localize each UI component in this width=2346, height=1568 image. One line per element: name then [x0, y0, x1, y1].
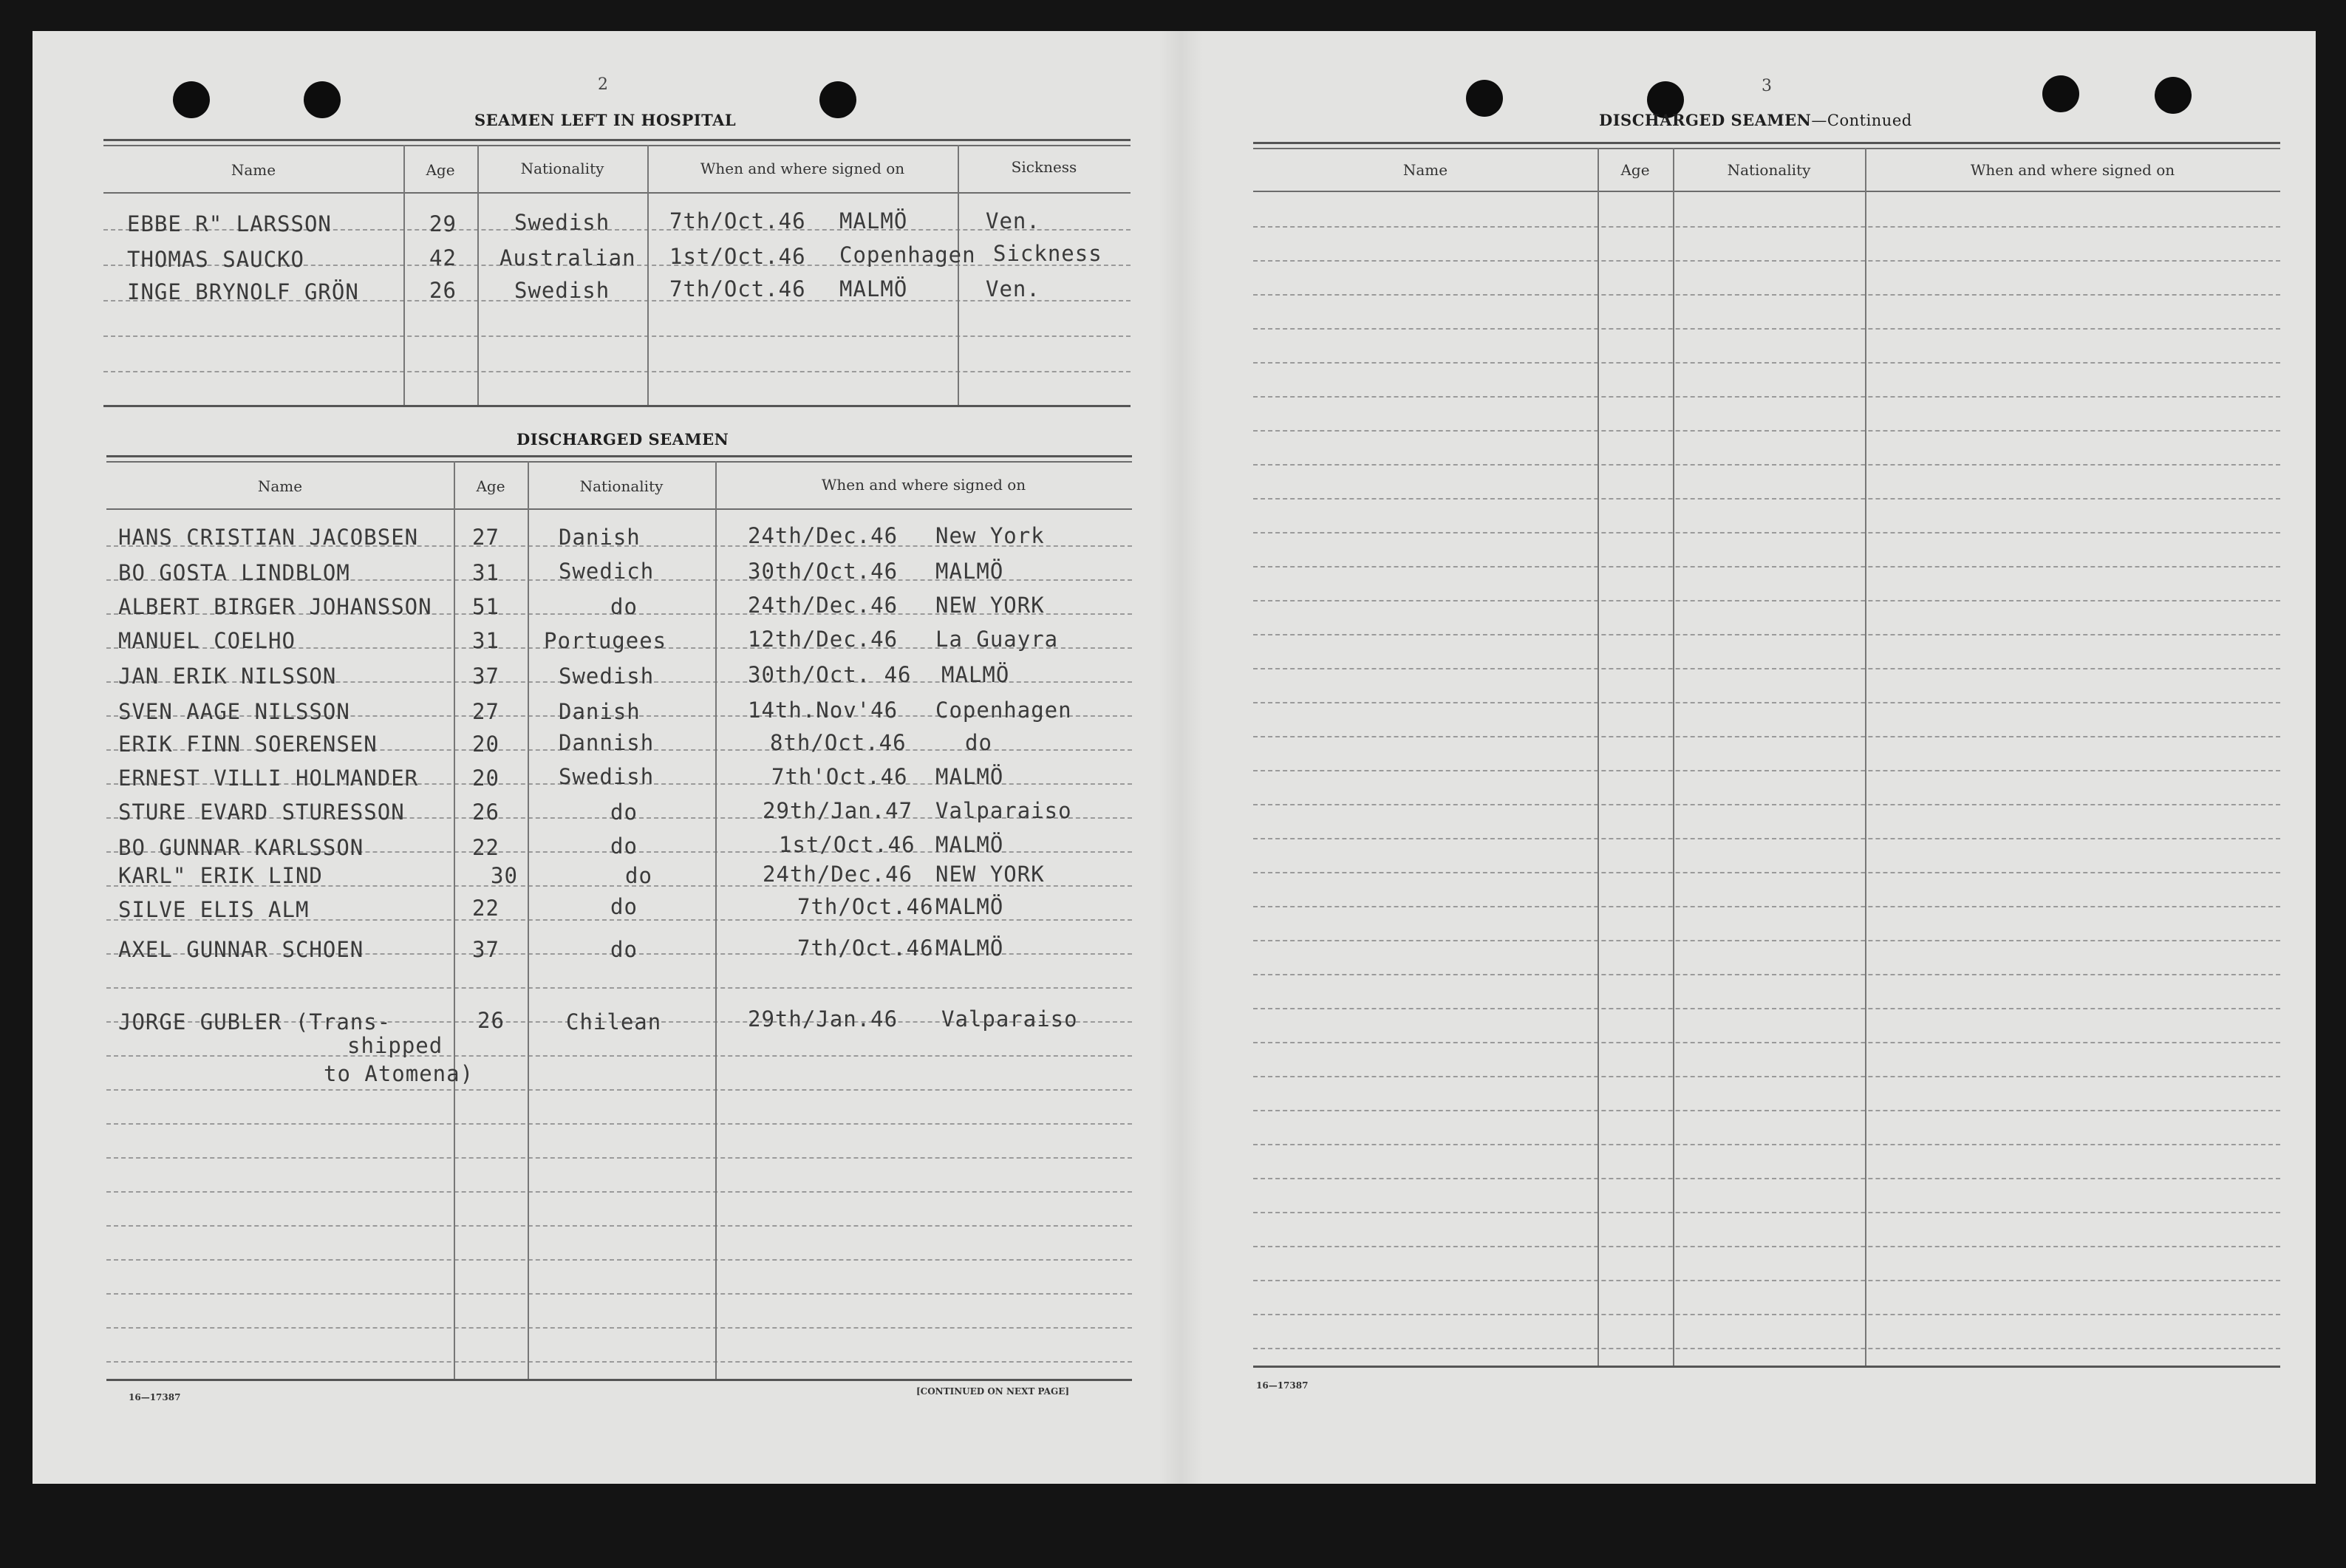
discharged-row-place: La Guayra: [935, 627, 1059, 652]
ruled-line: [106, 1327, 1132, 1329]
ruled-line: [1253, 838, 2280, 839]
discharged-row-date: 30th/Oct. 46: [748, 662, 912, 687]
ruled-line: [1253, 1110, 2280, 1111]
hospital-row-sickness: Sickness: [993, 241, 1102, 266]
ruled-line: [1253, 668, 2280, 669]
ruled-line: [1253, 1076, 2280, 1077]
continued-on-next-page: [CONTINUED ON NEXT PAGE]: [916, 1386, 1070, 1397]
discharged-row-age: 51: [472, 594, 499, 619]
document-sheet: [33, 31, 2316, 1484]
discharged-header-rule: [106, 508, 1132, 510]
ruled-line: [1253, 566, 2280, 567]
discharged-row-age: 27: [472, 525, 499, 550]
discharged-row-place: New York: [935, 523, 1045, 548]
discharged-row-name: AXEL GUNNAR SCHOEN: [118, 937, 364, 962]
discharged-row-age: 26: [472, 800, 499, 825]
ruled-line: [1253, 634, 2280, 635]
discharged-col-divider: [528, 461, 529, 1379]
discharged-row-age: 20: [472, 766, 499, 791]
discharged-row-date: 24th/Dec.46: [748, 593, 898, 618]
discharged-table-top-rule: [106, 455, 1132, 457]
discharged-row-name: SILVE ELIS ALM: [118, 897, 310, 922]
ruled-line: [1253, 1178, 2280, 1179]
discharged-row-date: 12th/Dec.46: [748, 627, 898, 652]
discharged-row-continuation: shipped: [347, 1033, 443, 1058]
page-fold: [1159, 31, 1203, 1484]
discharged-header-age: Age: [476, 477, 505, 495]
ruled-line: [1253, 294, 2280, 296]
ruled-line: [106, 1055, 1132, 1057]
hospital-row-date: 7th/Oct.46: [669, 208, 806, 234]
discharged-row-age: 20: [472, 732, 499, 757]
hospital-row-age: 29: [429, 211, 457, 236]
ruled-line: [1253, 226, 2280, 228]
ruled-line: [1253, 396, 2280, 398]
punch-hole: [2042, 75, 2079, 112]
ruled-line: [1253, 1246, 2280, 1247]
discharged-row-date: 30th/Oct.46: [748, 559, 898, 584]
discharged-row-date: 7th'Oct.46: [771, 764, 908, 789]
right-header-name: Name: [1402, 161, 1448, 179]
hospital-header-rule: [103, 192, 1131, 194]
right-section-title: [1599, 111, 1912, 129]
discharged-row-age: 22: [472, 896, 499, 921]
discharged-row-nationality: do: [610, 834, 638, 859]
right-form-number: 16—17387: [1256, 1380, 1309, 1391]
discharged-col-divider: [715, 461, 717, 1379]
hospital-row-name: EBBE R" LARSSON: [127, 211, 332, 236]
right-table-bottom-rule: [1253, 1366, 2280, 1368]
discharged-row-name: JAN ERIK NILSSON: [118, 664, 337, 689]
ruled-line: [106, 987, 1132, 989]
ruled-line: [1253, 804, 2280, 805]
discharged-header-name: Name: [257, 477, 303, 495]
right-table-top-rule: [1253, 142, 2280, 144]
hospital-table-top-rule-2: [103, 145, 1131, 146]
hospital-row-date: 7th/Oct.46: [669, 276, 806, 301]
hospital-row-name: THOMAS SAUCKO: [127, 247, 304, 272]
right-table-top-rule-2: [1253, 148, 2280, 149]
right-header-signed-on: When and where signed on: [1970, 161, 2175, 179]
ruled-line: [1253, 906, 2280, 907]
discharged-row-name: STURE EVARD STURESSON: [118, 800, 405, 825]
discharged-row-name: MANUEL COELHO: [118, 628, 296, 653]
discharged-row-nationality: do: [610, 937, 638, 962]
right-header-age: Age: [1620, 161, 1650, 179]
punch-hole: [173, 81, 210, 118]
left-page-number: 2: [598, 75, 608, 94]
ruled-line: [1253, 498, 2280, 500]
discharged-row-date: 24th/Dec.46: [763, 862, 913, 887]
discharged-row-place: MALMÖ: [941, 662, 1010, 687]
hospital-table-bottom-rule: [103, 405, 1131, 407]
ruled-line: [1253, 1280, 2280, 1281]
discharged-row-place: MALMÖ: [935, 559, 1004, 584]
ruled-line: [106, 1089, 1132, 1091]
discharged-row-date: 7th/Oct.46: [797, 894, 934, 919]
discharged-row-date: 24th/Dec.46: [748, 523, 898, 548]
ruled-line: [1253, 1314, 2280, 1315]
ruled-line: [1253, 464, 2280, 466]
discharged-row-place: NEW YORK: [935, 593, 1045, 618]
ruled-line: [106, 1225, 1132, 1227]
ruled-line: [1253, 872, 2280, 873]
discharged-header-signed-on: When and where signed on: [821, 476, 1026, 494]
right-col-divider: [1865, 148, 1866, 1366]
ruled-line: [1253, 736, 2280, 737]
hospital-section-title: SEAMEN LEFT IN HOSPITAL: [474, 111, 737, 129]
hospital-header-nationality: Nationality: [520, 160, 604, 177]
discharged-row-nationality: Dannish: [559, 730, 655, 755]
ruled-line: [1253, 702, 2280, 703]
punch-hole: [819, 81, 856, 118]
ruled-line: [1253, 328, 2280, 330]
hospital-row-rule: [103, 371, 1131, 372]
discharged-row-nationality: do: [610, 894, 638, 919]
ruled-line: [1253, 1212, 2280, 1213]
discharged-row-age: 30: [491, 863, 518, 888]
discharged-row-place: MALMÖ: [935, 935, 1004, 961]
right-header-rule: [1253, 191, 2280, 192]
hospital-row-place: MALMÖ: [839, 208, 908, 234]
discharged-row-place: MALMÖ: [935, 894, 1004, 919]
discharged-row-date: 1st/Oct.46: [779, 832, 915, 857]
right-title-suffix: —Continued: [1811, 112, 1912, 129]
discharged-table-top-rule-2: [106, 461, 1132, 463]
hospital-col-divider: [477, 145, 479, 405]
ruled-line: [1253, 974, 2280, 975]
discharged-row-date: 29th/Jan.47: [763, 798, 913, 823]
right-header-nationality: Nationality: [1727, 161, 1811, 179]
hospital-header-sickness: Sickness: [1011, 158, 1077, 176]
discharged-col-divider: [454, 461, 455, 1379]
right-page-number: 3: [1762, 77, 1772, 95]
ruled-line: [106, 1293, 1132, 1295]
ruled-line: [1253, 1348, 2280, 1349]
discharged-row-nationality: Danish: [559, 699, 641, 724]
discharged-row-place: MALMÖ: [935, 832, 1004, 857]
hospital-row-place: Copenhagen: [839, 242, 976, 267]
discharged-row-name: SVEN AAGE NILSSON: [118, 699, 350, 724]
hospital-row-date: 1st/Oct.46: [669, 244, 806, 269]
punch-hole: [2155, 77, 2192, 114]
discharged-row-name: BO GUNNAR KARLSSON: [118, 835, 364, 860]
hospital-row-nationality: Swedish: [514, 210, 610, 235]
discharged-row-date: 14th.Nov'46: [748, 698, 898, 723]
ruled-line: [106, 1157, 1132, 1159]
discharged-row-name: HANS CRISTIAN JACOBSEN: [118, 525, 419, 550]
discharged-row-name: BO GOSTA LINDBLOM: [118, 560, 350, 585]
hospital-row-sickness: Ven.: [986, 276, 1040, 301]
ruled-line: [1253, 260, 2280, 262]
discharged-row-name: KARL" ERIK LIND: [118, 863, 323, 888]
discharged-row-place: Copenhagen: [935, 698, 1072, 723]
right-col-divider: [1597, 148, 1599, 1366]
hospital-row-sickness: Ven.: [986, 208, 1040, 234]
discharged-row-place: Valparaiso: [935, 798, 1072, 823]
ruled-line: [106, 1191, 1132, 1193]
discharged-row-continuation: to Atomena): [324, 1061, 474, 1086]
ruled-line: [106, 1123, 1132, 1125]
ruled-line: [106, 1361, 1132, 1363]
discharged-row-age: 37: [472, 937, 499, 962]
hospital-row-age: 26: [429, 278, 457, 303]
discharged-row-date: 8th/Oct.46: [770, 730, 907, 755]
discharged-row-age: 27: [472, 699, 499, 724]
discharged-row-place: Valparaiso: [941, 1006, 1078, 1032]
ruled-line: [1253, 430, 2280, 432]
ruled-line: [1253, 1008, 2280, 1009]
discharged-row-nationality: Swedish: [559, 664, 655, 689]
discharged-row-age: 22: [472, 835, 499, 860]
discharged-table-bottom-rule: [106, 1379, 1132, 1381]
ruled-line: [1253, 532, 2280, 534]
discharged-row-place: do: [965, 730, 992, 755]
discharged-row-age: 31: [472, 628, 499, 653]
discharged-row-age: 26: [477, 1008, 505, 1033]
hospital-col-divider: [647, 145, 649, 405]
discharged-row-age: 31: [472, 560, 499, 585]
punch-hole: [1466, 80, 1503, 117]
discharged-row-place: MALMÖ: [935, 764, 1004, 789]
discharged-row-nationality: Swedish: [559, 764, 655, 789]
right-col-divider: [1673, 148, 1674, 1366]
hospital-header-name: Name: [231, 161, 276, 179]
hospital-row-age: 42: [429, 245, 457, 270]
ruled-line: [1253, 1144, 2280, 1145]
discharged-row-nationality: do: [625, 863, 652, 888]
discharged-row-name: ALBERT BIRGER JOHANSSON: [118, 594, 432, 619]
discharged-row-nationality: Chilean: [566, 1009, 662, 1034]
discharged-row-name: JORGE GUBLER (Trans-: [118, 1009, 392, 1034]
hospital-row-name: INGE BRYNOLF GRÖN: [127, 279, 359, 304]
hospital-row-rule: [103, 335, 1131, 337]
discharged-row-date: 7th/Oct.46: [797, 935, 934, 961]
punch-hole: [304, 81, 341, 118]
left-form-number: 16—17387: [129, 1392, 181, 1402]
discharged-row-age: 37: [472, 664, 499, 689]
hospital-col-divider: [958, 145, 959, 405]
discharged-row-nationality: do: [610, 800, 638, 825]
hospital-row-nationality: Swedish: [514, 278, 610, 303]
ruled-line: [1253, 770, 2280, 771]
hospital-col-divider: [403, 145, 405, 405]
hospital-header-signed-on: When and where signed on: [700, 160, 905, 177]
hospital-row-place: MALMÖ: [839, 276, 908, 301]
discharged-section-title: DISCHARGED SEAMEN: [516, 430, 729, 449]
discharged-row-date: 29th/Jan.46: [748, 1006, 898, 1032]
ruled-line: [1253, 362, 2280, 364]
discharged-row-name: ERIK FINN SOERENSEN: [118, 732, 378, 757]
discharged-row-nationality: Danish: [559, 525, 641, 550]
discharged-header-nationality: Nationality: [579, 477, 664, 495]
ruled-line: [1253, 940, 2280, 941]
discharged-row-place: NEW YORK: [935, 862, 1045, 887]
discharged-row-name: ERNEST VILLI HOLMANDER: [118, 766, 419, 791]
hospital-header-age: Age: [426, 161, 455, 179]
right-title-text: DISCHARGED SEAMEN: [1599, 111, 1812, 129]
discharged-row-nationality: Swedich: [559, 559, 655, 584]
hospital-row-nationality: Australian: [499, 245, 636, 270]
hospital-table-top-rule: [103, 139, 1131, 141]
discharged-row-nationality: do: [610, 594, 638, 619]
discharged-row-nationality: Portugees: [544, 628, 667, 653]
ruled-line: [1253, 1042, 2280, 1043]
ruled-line: [1253, 600, 2280, 601]
ruled-line: [106, 1259, 1132, 1261]
